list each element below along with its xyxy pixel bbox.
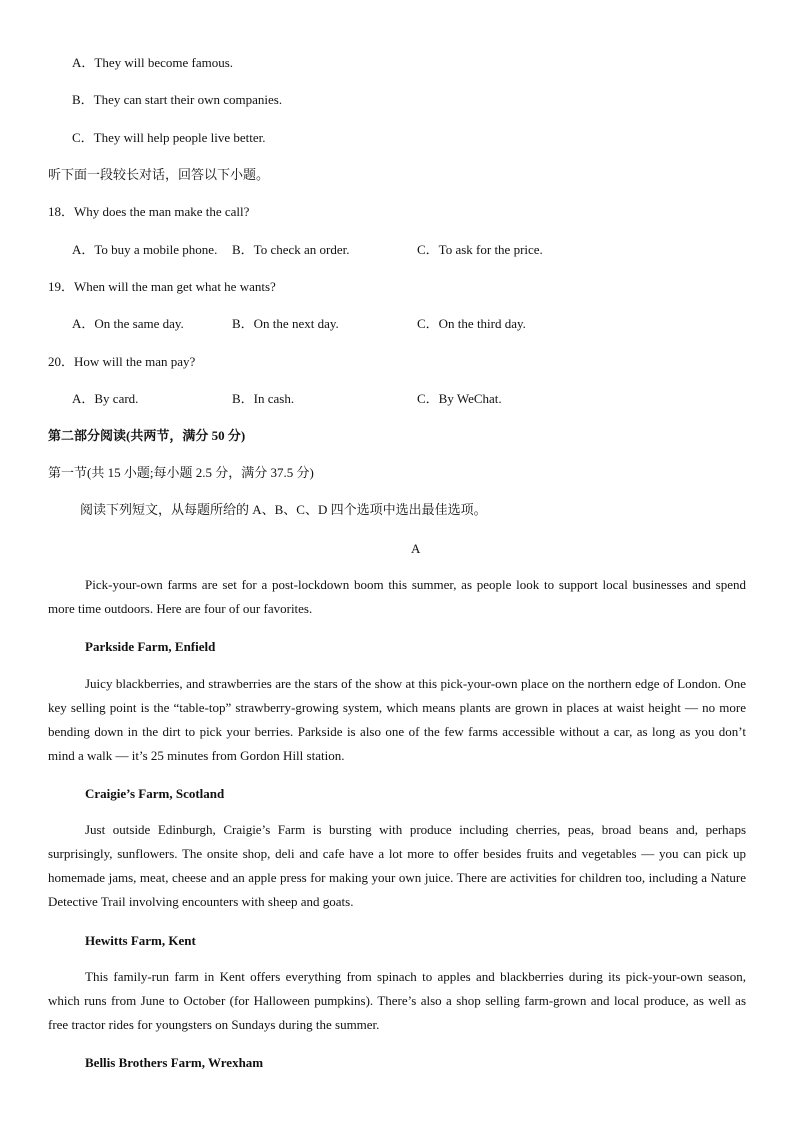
q19-option-b: B．On the next day. (232, 316, 339, 331)
q19-option-a: A．On the same day. (72, 316, 184, 331)
farm-heading: Bellis Brothers Farm, Wrexham (85, 1055, 264, 1070)
passage-label: A (411, 541, 421, 556)
farm-heading: Parkside Farm, Enfield (85, 639, 216, 654)
q18-option-c: C．To ask for the price. (417, 242, 543, 257)
reading-instruction: 阅读下列短文，从每题所给的 A、B、C、D 四个选项中选出最佳选项。 (80, 502, 487, 517)
section1-title: 第一节(共 15 小题;每小题 2.5 分，满分 37.5 分) (48, 465, 314, 480)
q19-stem: 19．When will the man get what he wants? (48, 279, 276, 294)
q18-option-a: A．To buy a mobile phone. (72, 242, 218, 257)
q20-option-b: B．In cash. (232, 391, 295, 406)
part2-title: 第二部分阅读(共两节，满分 50 分) (48, 428, 246, 443)
q17-option-b: B．They can start their own companies. (72, 92, 283, 107)
q18-stem: 18．Why does the man make the call? (48, 204, 250, 219)
farm-heading: Hewitts Farm, Kent (85, 933, 196, 948)
farm-description: This family-run farm in Kent offers everything from spinach to apples and blackberries during its pick-your-own season, which runs from June to October (for Halloween pumpkins). There’s also a shop selling farm-grown and local produce, as well as free tractor rides for youngsters on Sundays during the summer. (48, 969, 746, 1032)
q19-option-c: C．On the third day. (417, 316, 526, 331)
farm-description: Juicy blackberries, and strawberries are the stars of the show at this pick-your-own place on the northern edge of London. One key selling point is the “table-top” strawberry-growing system, which means plants are grown in places at waist height — no more bending down in the dirt to pick your berries. Parkside is also one of the few farms accessible without a car, as long as you don’t mind a walk — it’s 25 minutes from Gordon Hill station. (48, 676, 746, 763)
q17-option-a: A．They will become famous. (72, 55, 234, 70)
q17-option-c: C．They will help people live better. (72, 130, 266, 145)
passage-intro: Pick-your-own farms are set for a post-lockdown boom this summer, as people look to support local businesses and spend more time outdoors. Here are four of our favorites. (48, 577, 746, 616)
q20-option-a: A．By card. (72, 391, 139, 406)
q20-option-c: C．By WeChat. (417, 391, 502, 406)
farm-heading: Craigie’s Farm, Scotland (85, 786, 225, 801)
q20-stem: 20．How will the man pay? (48, 354, 196, 369)
dialog-instruction: 听下面一段较长对话，回答以下小题。 (48, 167, 270, 182)
farm-description: Just outside Edinburgh, Craigie’s Farm is bursting with produce including cherries, peas, broad beans and, perhaps surprisingly, sunflowers. The onsite shop, deli and cafe have a lot more to offer besides fruits and vegetables — you can pick up homemade jams, meat, cheese and an apple press for making your own juice. There are activities for children too, including a Nature Detective Trail involving encounters with sheep and goats. (48, 822, 746, 909)
q18-option-b: B．To check an order. (232, 242, 350, 257)
